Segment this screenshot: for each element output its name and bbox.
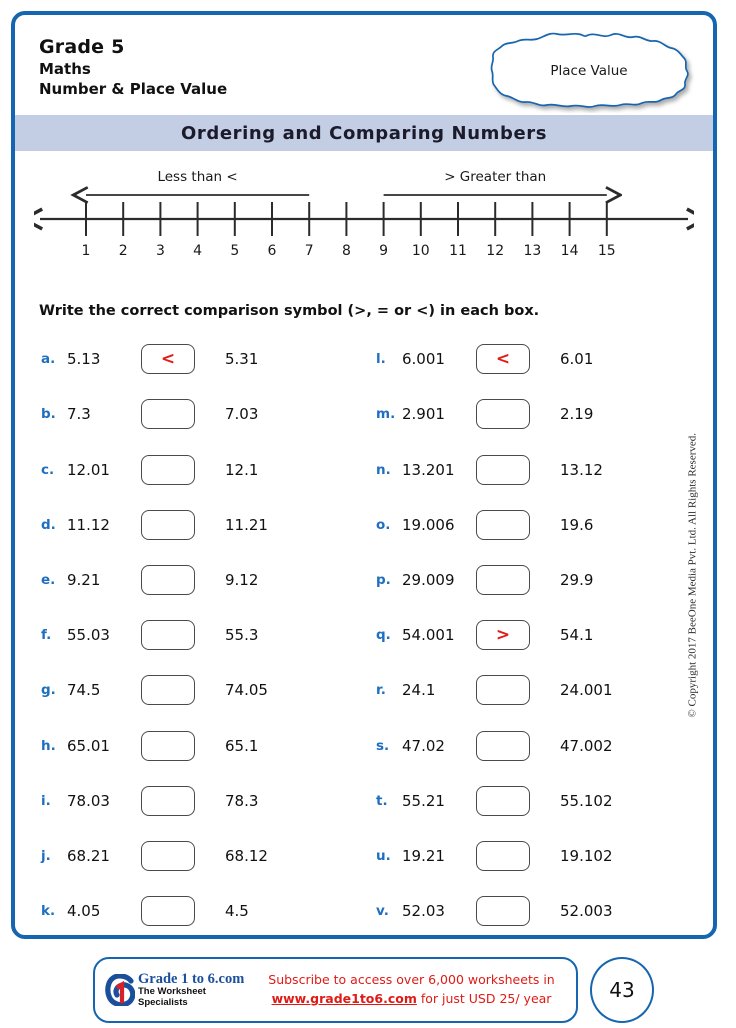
problem-row bbox=[41, 616, 268, 655]
answer-box[interactable] bbox=[141, 896, 195, 926]
problem-row bbox=[376, 837, 613, 876]
problem-right-number: 78.3 bbox=[225, 791, 259, 810]
answer-box[interactable] bbox=[476, 565, 530, 595]
number-line-tick-label: 8 bbox=[341, 243, 351, 259]
page-number-badge bbox=[590, 957, 654, 1023]
answer-box[interactable] bbox=[476, 399, 530, 429]
problem-row bbox=[376, 892, 613, 931]
problem-letter: n. bbox=[376, 461, 391, 478]
answer-box[interactable] bbox=[141, 455, 195, 485]
problem-row bbox=[376, 340, 613, 379]
answer-box[interactable] bbox=[141, 675, 195, 705]
website-link[interactable]: www.grade1to6.com bbox=[271, 991, 417, 1006]
problem-letter: s. bbox=[376, 737, 390, 754]
number-line-tick-label: 3 bbox=[155, 243, 165, 259]
problem-right-number: 7.03 bbox=[225, 405, 259, 424]
answer-box[interactable] bbox=[476, 510, 530, 540]
header-text-block bbox=[39, 35, 227, 100]
problem-row bbox=[41, 671, 268, 710]
answer-symbol: < bbox=[160, 348, 176, 369]
greater-than-label: > Greater than bbox=[444, 169, 547, 185]
problem-right-number: 65.1 bbox=[225, 736, 259, 755]
problem-letter: q. bbox=[376, 627, 391, 644]
topic-label: Number & Place Value bbox=[39, 80, 228, 99]
instruction-text: Write the correct comparison symbol (>, = or <) in each box. bbox=[39, 303, 540, 319]
worksheet-title-bar bbox=[15, 115, 713, 151]
problem-left-number: 55.03 bbox=[67, 626, 110, 645]
problem-letter: e. bbox=[41, 572, 56, 588]
problem-right-number: 55.3 bbox=[225, 626, 259, 645]
promo-text bbox=[255, 971, 576, 1009]
problem-right-number: 19.102 bbox=[560, 846, 613, 865]
problem-right-number: 9.12 bbox=[225, 571, 259, 589]
logo-tagline: The Worksheet Specialists bbox=[138, 986, 206, 1009]
problem-letter: d. bbox=[41, 516, 56, 533]
number-line-tick-label: 15 bbox=[597, 243, 616, 259]
problem-letter: r. bbox=[376, 682, 386, 699]
problem-letter: j. bbox=[41, 847, 51, 864]
problem-right-number: 52.003 bbox=[560, 902, 613, 921]
number-line-tick-label: 4 bbox=[193, 243, 203, 259]
problem-right-number: 5.31 bbox=[225, 350, 259, 369]
problem-row bbox=[41, 726, 268, 765]
problem-letter: t. bbox=[376, 792, 388, 809]
place-value-cloud-badge bbox=[483, 29, 695, 113]
problem-left-number: 52.03 bbox=[402, 902, 445, 921]
answer-box[interactable] bbox=[476, 731, 530, 761]
problem-right-number: 55.102 bbox=[560, 791, 613, 810]
number-line-tick-label: 7 bbox=[304, 243, 314, 259]
number-line-tick-label: 12 bbox=[486, 243, 505, 259]
problem-letter: c. bbox=[41, 461, 55, 478]
problem-row bbox=[41, 782, 268, 821]
problem-right-number: 6.01 bbox=[560, 350, 594, 369]
problem-right-number: 4.5 bbox=[225, 902, 249, 921]
problem-left-number: 68.21 bbox=[67, 846, 110, 865]
problem-column-right bbox=[376, 340, 613, 939]
number-line-tick-label: 2 bbox=[118, 243, 128, 259]
problem-letter: i. bbox=[41, 792, 51, 809]
answer-symbol: > bbox=[495, 624, 511, 645]
logo-text-block bbox=[138, 971, 255, 1010]
problem-letter: o. bbox=[376, 516, 391, 533]
problem-letter: v. bbox=[376, 903, 389, 920]
problem-right-number: 24.001 bbox=[560, 681, 613, 700]
problem-row bbox=[376, 782, 613, 821]
problem-left-number: 11.12 bbox=[67, 515, 110, 534]
problem-left-number: 74.5 bbox=[67, 681, 101, 700]
worksheet-header bbox=[15, 15, 713, 115]
copyright-notice: © Copyright 2017 BeeOne Media Pvt. Ltd. All Rights Reserved. bbox=[687, 433, 699, 718]
problem-right-number: 68.12 bbox=[225, 846, 268, 865]
number-line-tick-label: 1 bbox=[81, 243, 91, 259]
problem-left-number: 9.21 bbox=[67, 571, 101, 589]
problem-left-number: 5.13 bbox=[67, 350, 101, 369]
worksheet-sheet bbox=[11, 11, 717, 939]
answer-box[interactable] bbox=[141, 399, 195, 429]
problem-left-number: 2.901 bbox=[402, 405, 445, 424]
promo-price-text: for just USD 25/ year bbox=[416, 991, 552, 1006]
answer-symbol: < bbox=[495, 348, 511, 369]
problem-left-number: 6.001 bbox=[402, 350, 445, 369]
problem-row bbox=[41, 506, 268, 545]
number-line-tick-label: 6 bbox=[267, 243, 277, 259]
problem-letter: u. bbox=[376, 847, 391, 864]
problem-letter: m. bbox=[376, 406, 396, 423]
problem-row bbox=[41, 892, 268, 931]
answer-box[interactable] bbox=[476, 344, 530, 374]
number-line-diagram bbox=[15, 157, 713, 267]
problem-letter: h. bbox=[41, 737, 56, 754]
problem-row bbox=[376, 726, 613, 765]
problem-letter: p. bbox=[376, 572, 391, 588]
problem-row bbox=[41, 340, 268, 379]
number-line-tick-label: 13 bbox=[523, 243, 542, 259]
number-line-tick-label: 10 bbox=[411, 243, 430, 259]
problem-left-number: 29.009 bbox=[402, 571, 455, 589]
answer-box[interactable] bbox=[141, 731, 195, 761]
problem-left-number: 13.201 bbox=[402, 460, 455, 479]
problem-right-number: 19.6 bbox=[560, 515, 594, 534]
answer-box[interactable] bbox=[476, 786, 530, 816]
problem-row bbox=[376, 561, 613, 600]
problem-left-number: 12.01 bbox=[67, 460, 110, 479]
number-line-tick-label: 5 bbox=[230, 243, 240, 259]
site-logo bbox=[95, 971, 255, 1010]
problem-left-number: 65.01 bbox=[67, 736, 110, 755]
cloud-badge-label: Place Value bbox=[550, 63, 628, 79]
subject-label: Maths bbox=[39, 60, 91, 79]
number-line-tick-label: 9 bbox=[379, 243, 389, 259]
problem-letter: f. bbox=[41, 627, 52, 644]
problem-left-number: 24.1 bbox=[402, 681, 436, 700]
problem-left-number: 19.21 bbox=[402, 846, 445, 865]
answer-box[interactable] bbox=[141, 344, 195, 374]
number-line-tick-label: 14 bbox=[560, 243, 579, 259]
problem-row bbox=[41, 561, 268, 600]
problem-right-number: 13.12 bbox=[560, 460, 603, 479]
number-line-svg bbox=[34, 157, 694, 262]
answer-box[interactable] bbox=[476, 675, 530, 705]
problem-row bbox=[376, 616, 613, 655]
promo-line-1: Subscribe to access over 6,000 worksheets in bbox=[268, 972, 555, 988]
problem-left-number: 7.3 bbox=[67, 405, 91, 424]
problem-letter: g. bbox=[41, 682, 56, 699]
page-footer bbox=[0, 952, 736, 1028]
answer-box[interactable] bbox=[141, 786, 195, 816]
problem-right-number: 11.21 bbox=[225, 515, 268, 534]
problem-right-number: 12.1 bbox=[225, 460, 259, 479]
page-number: 43 bbox=[609, 978, 635, 1002]
problem-row bbox=[376, 395, 613, 434]
problem-row bbox=[376, 506, 613, 545]
problem-row bbox=[41, 395, 268, 434]
problem-right-number: 2.19 bbox=[560, 405, 594, 424]
problem-letter: b. bbox=[41, 406, 56, 423]
promo-line-2 bbox=[255, 990, 568, 1009]
grade-label: Grade 5 bbox=[39, 36, 125, 58]
answer-box[interactable] bbox=[476, 896, 530, 926]
problem-left-number: 78.03 bbox=[67, 791, 110, 810]
problem-row bbox=[41, 837, 268, 876]
problem-left-number: 47.02 bbox=[402, 736, 445, 755]
problem-row bbox=[41, 450, 268, 489]
answer-box[interactable] bbox=[141, 841, 195, 871]
problem-row bbox=[376, 450, 613, 489]
problem-left-number: 54.001 bbox=[402, 626, 455, 645]
number-line-tick-label: 11 bbox=[449, 243, 467, 259]
answer-box[interactable] bbox=[476, 620, 530, 650]
page-title: Ordering and Comparing Numbers bbox=[180, 122, 548, 144]
problem-letter: l. bbox=[376, 351, 386, 368]
problem-left-number: 55.21 bbox=[402, 791, 445, 810]
grade1to6-logo-icon bbox=[105, 974, 135, 1006]
problem-left-number: 19.006 bbox=[402, 515, 455, 534]
answer-box[interactable] bbox=[476, 455, 530, 485]
problem-right-number: 47.002 bbox=[560, 736, 613, 755]
problem-column-left bbox=[41, 340, 268, 939]
problem-right-number: 74.05 bbox=[225, 681, 268, 700]
answer-box[interactable] bbox=[141, 510, 195, 540]
problem-letter: k. bbox=[41, 903, 56, 920]
less-than-label: Less than < bbox=[157, 169, 238, 185]
promo-banner[interactable] bbox=[93, 957, 578, 1023]
answer-box[interactable] bbox=[141, 565, 195, 595]
answer-box[interactable] bbox=[476, 841, 530, 871]
answer-box[interactable] bbox=[141, 620, 195, 650]
problem-row bbox=[376, 671, 613, 710]
problem-right-number: 29.9 bbox=[560, 571, 594, 589]
problem-left-number: 4.05 bbox=[67, 902, 101, 921]
logo-title: Grade 1 to 6.com bbox=[138, 970, 245, 987]
problem-letter: a. bbox=[41, 351, 56, 368]
problem-right-number: 54.1 bbox=[560, 626, 594, 645]
